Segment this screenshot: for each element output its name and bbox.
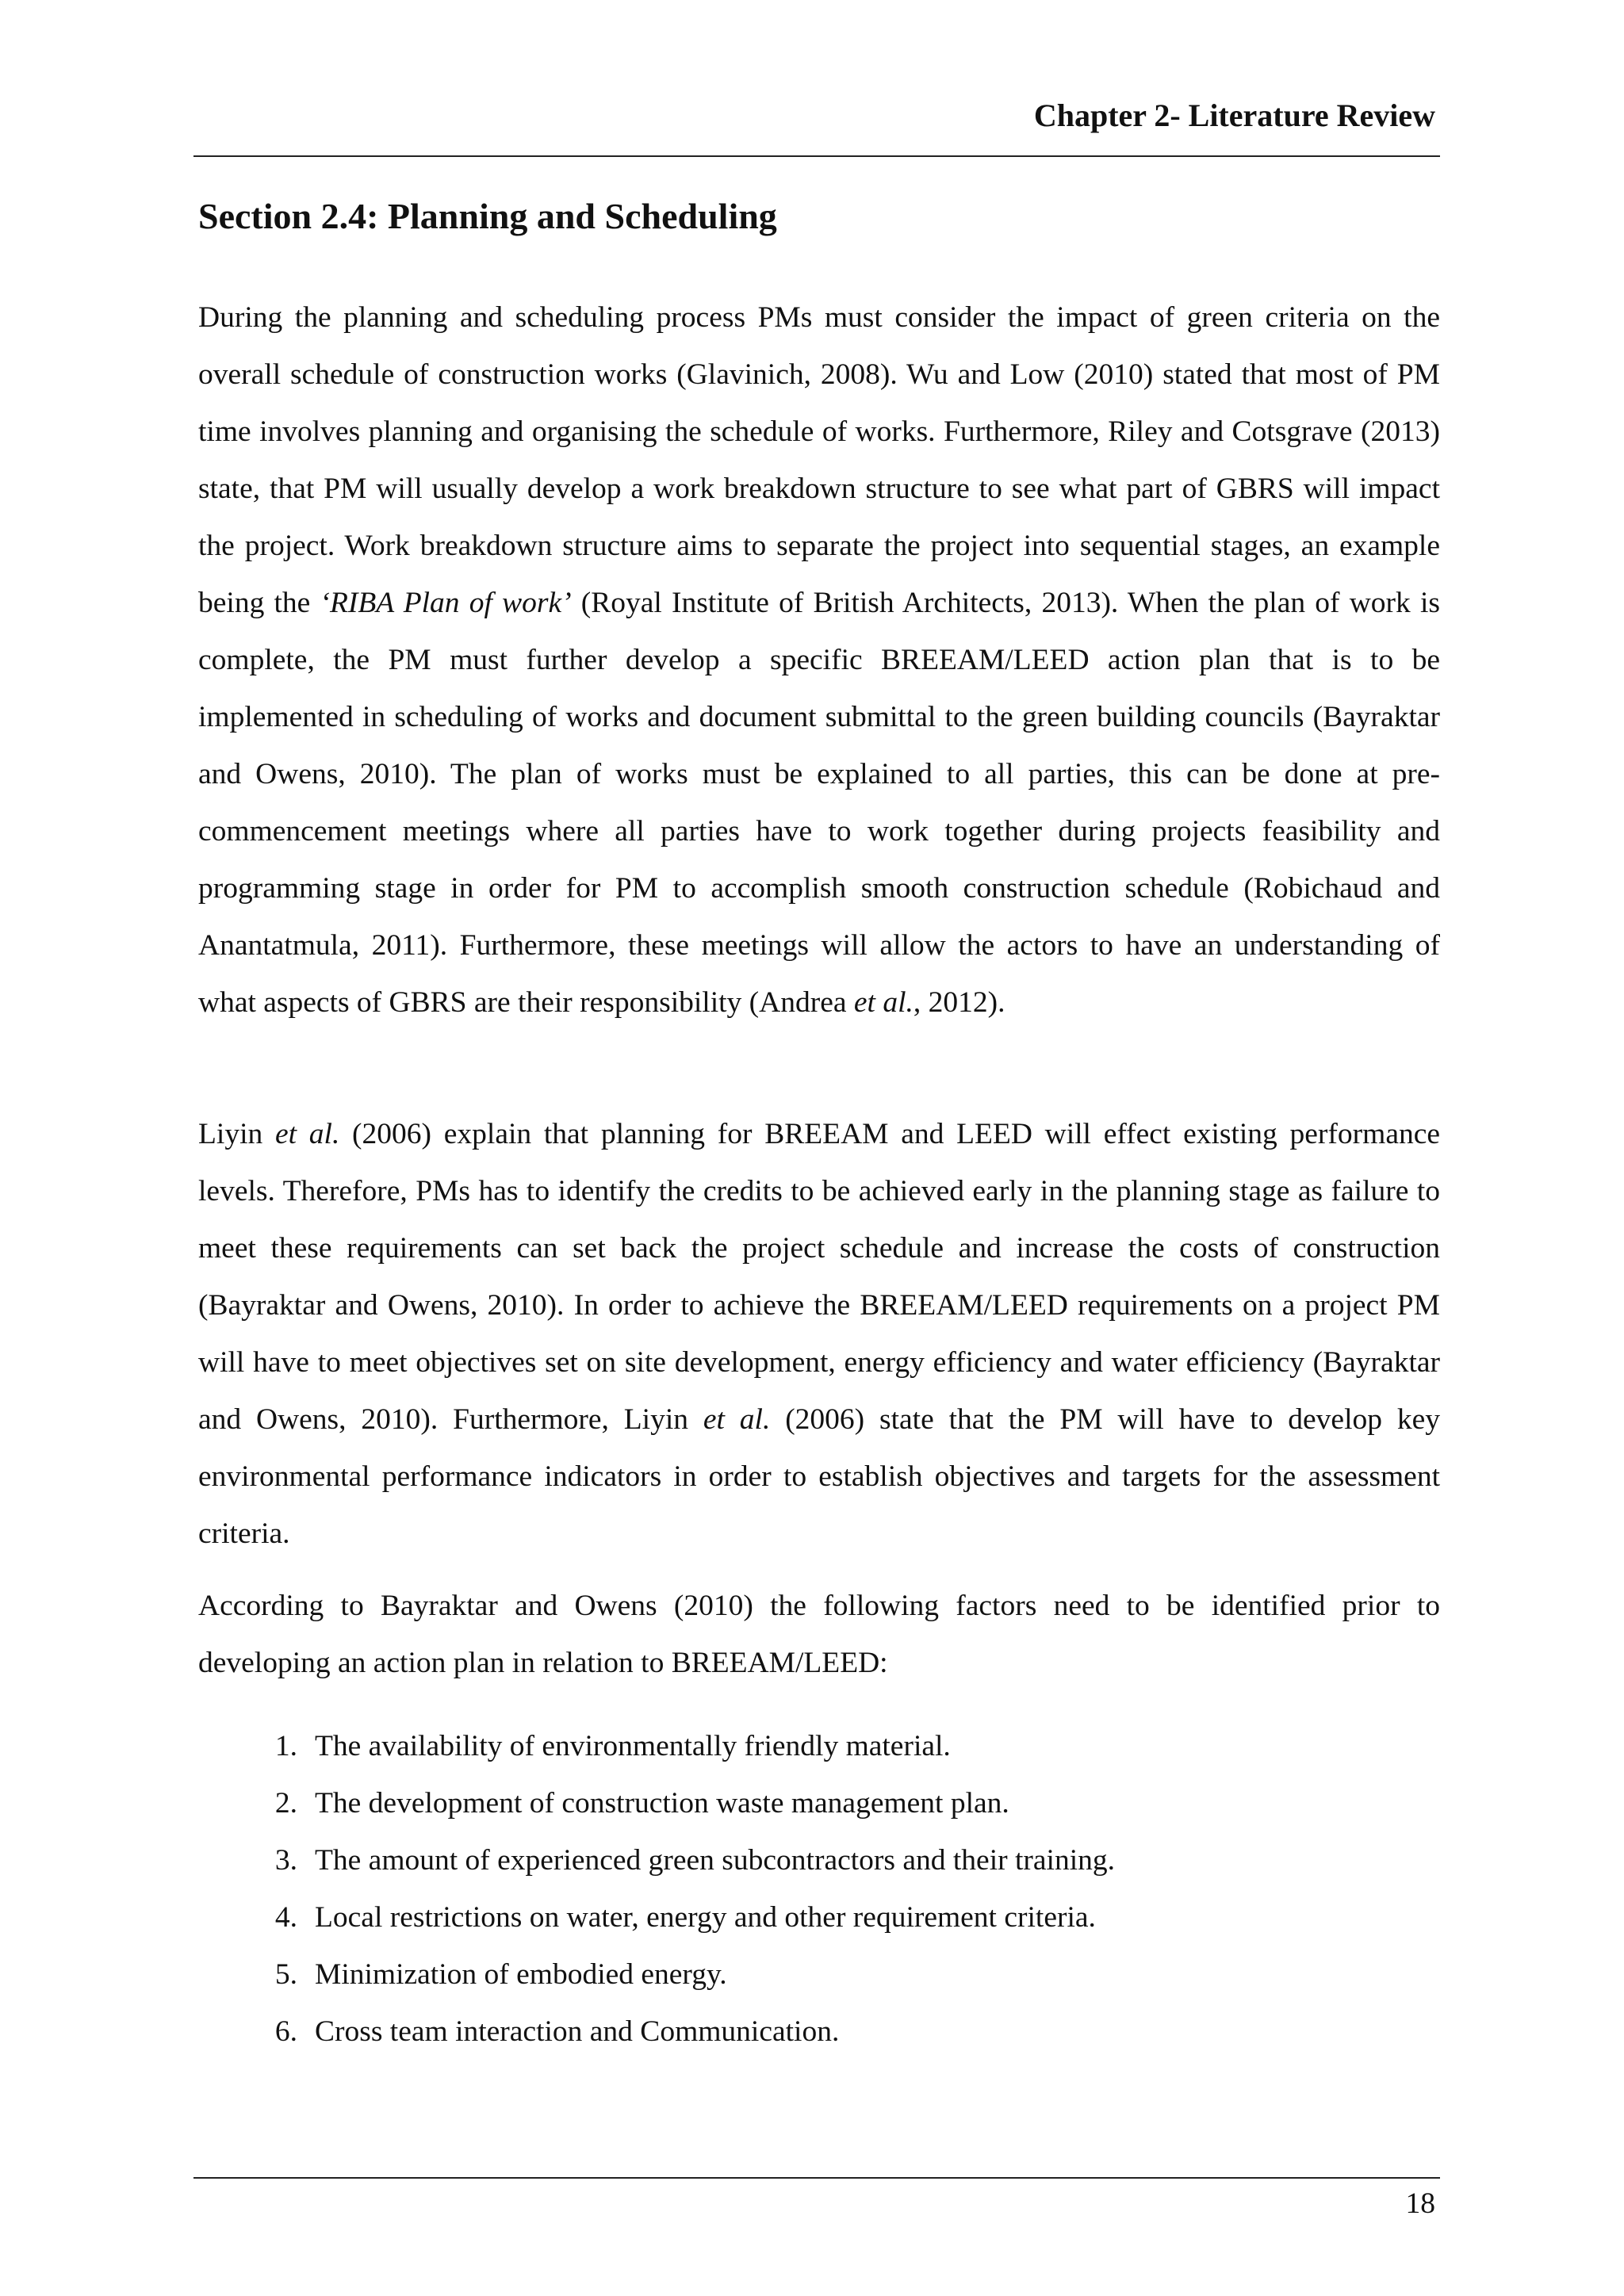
list-number: 1.: [274, 1730, 297, 1762]
page-number: 18: [1405, 2187, 1435, 2220]
italic-text: et al.: [703, 1403, 771, 1436]
list-item: [198, 1832, 1440, 1889]
list-item: [198, 1718, 1440, 1775]
paragraph-text: Liyin: [198, 1118, 275, 1150]
list-text: Local restrictions on water, energy and other requirement criteria.: [315, 1901, 1096, 1934]
factors-list: [198, 1718, 1440, 2061]
paragraph-text: During the planning and scheduling process PMs must consider the impact of green criteria on the overall schedule of construction works (Glavinich, 2008). Wu and Low (2010) stated that most of PM time involves planning and organising the schedule of works. Furthermore, Riley and Cotsgrave (2013) state, that PM will usually develop a work breakdown structure to see what part of GBRS will impact the project. Work breakdown structure aims to separate the project into sequential stages, an example being the: [198, 301, 1440, 619]
paragraph-breeam-leed: [198, 1106, 1440, 1563]
list-number: 5.: [274, 1958, 297, 1991]
italic-text: et al.: [853, 986, 914, 1019]
list-item: [198, 1775, 1440, 1832]
list-text: The development of construction waste management plan.: [315, 1787, 1009, 1820]
paragraph-text: According to Bayraktar and Owens (2010) the following factors need to be identified prior to developing an action plan in relation to BREEAM/LEED:: [198, 1590, 1440, 1679]
list-text: The availability of environmentally friendly material.: [315, 1730, 951, 1762]
list-text: The amount of experienced green subcontractors and their training.: [315, 1844, 1115, 1877]
paragraph-planning: [198, 289, 1440, 1031]
paragraph-text: (2006) state that the PM will have to develop key environmental performance indicators in order to establish objectives and targets for the assessment criteria.: [198, 1403, 1440, 1550]
list-number: 6.: [274, 2015, 297, 2048]
footer-divider: [193, 2177, 1440, 2179]
paragraph-text: , 2012).: [913, 986, 1005, 1019]
list-item: [198, 2003, 1440, 2061]
paragraph-text: (2006) explain that planning for BREEAM and LEED will effect existing performance levels. Therefore, PMs has to identify the credits to be achieved early in the planning stage as failure to meet these requirements can set back the project schedule and increase the costs of construction (Bayraktar and Owens, 2010). In order to achieve the BREEAM/LEED requirements on a project PM will have to meet objectives set on site development, energy efficiency and water efficiency (Bayraktar and Owens, 2010). Furthermore, Liyin: [198, 1118, 1440, 1436]
paragraph-factors-intro: [198, 1578, 1440, 1692]
list-item: [198, 1946, 1440, 2003]
list-text: Minimization of embodied energy.: [315, 1958, 727, 1991]
list-number: 3.: [274, 1844, 297, 1877]
section-title: Section 2.4: Planning and Scheduling: [198, 196, 777, 236]
header-divider: [193, 155, 1440, 157]
list-text: Cross team interaction and Communication.: [315, 2015, 840, 2048]
list-item: [198, 1889, 1440, 1946]
chapter-header: Chapter 2- Literature Review: [1033, 98, 1435, 133]
italic-text: ‘RIBA Plan of work’: [320, 587, 572, 619]
list-number: 4.: [274, 1901, 297, 1934]
italic-text: et al.: [274, 1118, 340, 1150]
list-number: 2.: [274, 1787, 297, 1820]
paragraph-text: (Royal Institute of British Architects, 2013). When the plan of work is complete, the PM must further develop a specific BREEAM/LEED action plan that is to be implemented in scheduling of works and document submittal to the green building councils (Bayraktar and Owens, 2010). The plan of works must be explained to all parties, this can be done at pre-commencement meetings where all parties have to work together during projects feasibility and programming stage in order for PM to accomplish smooth construction schedule (Robichaud and Anantatmula, 2011). Furthermore, these meetings will allow the actors to have an understanding of what aspects of GBRS are their responsibility (Andrea: [198, 587, 1440, 1019]
